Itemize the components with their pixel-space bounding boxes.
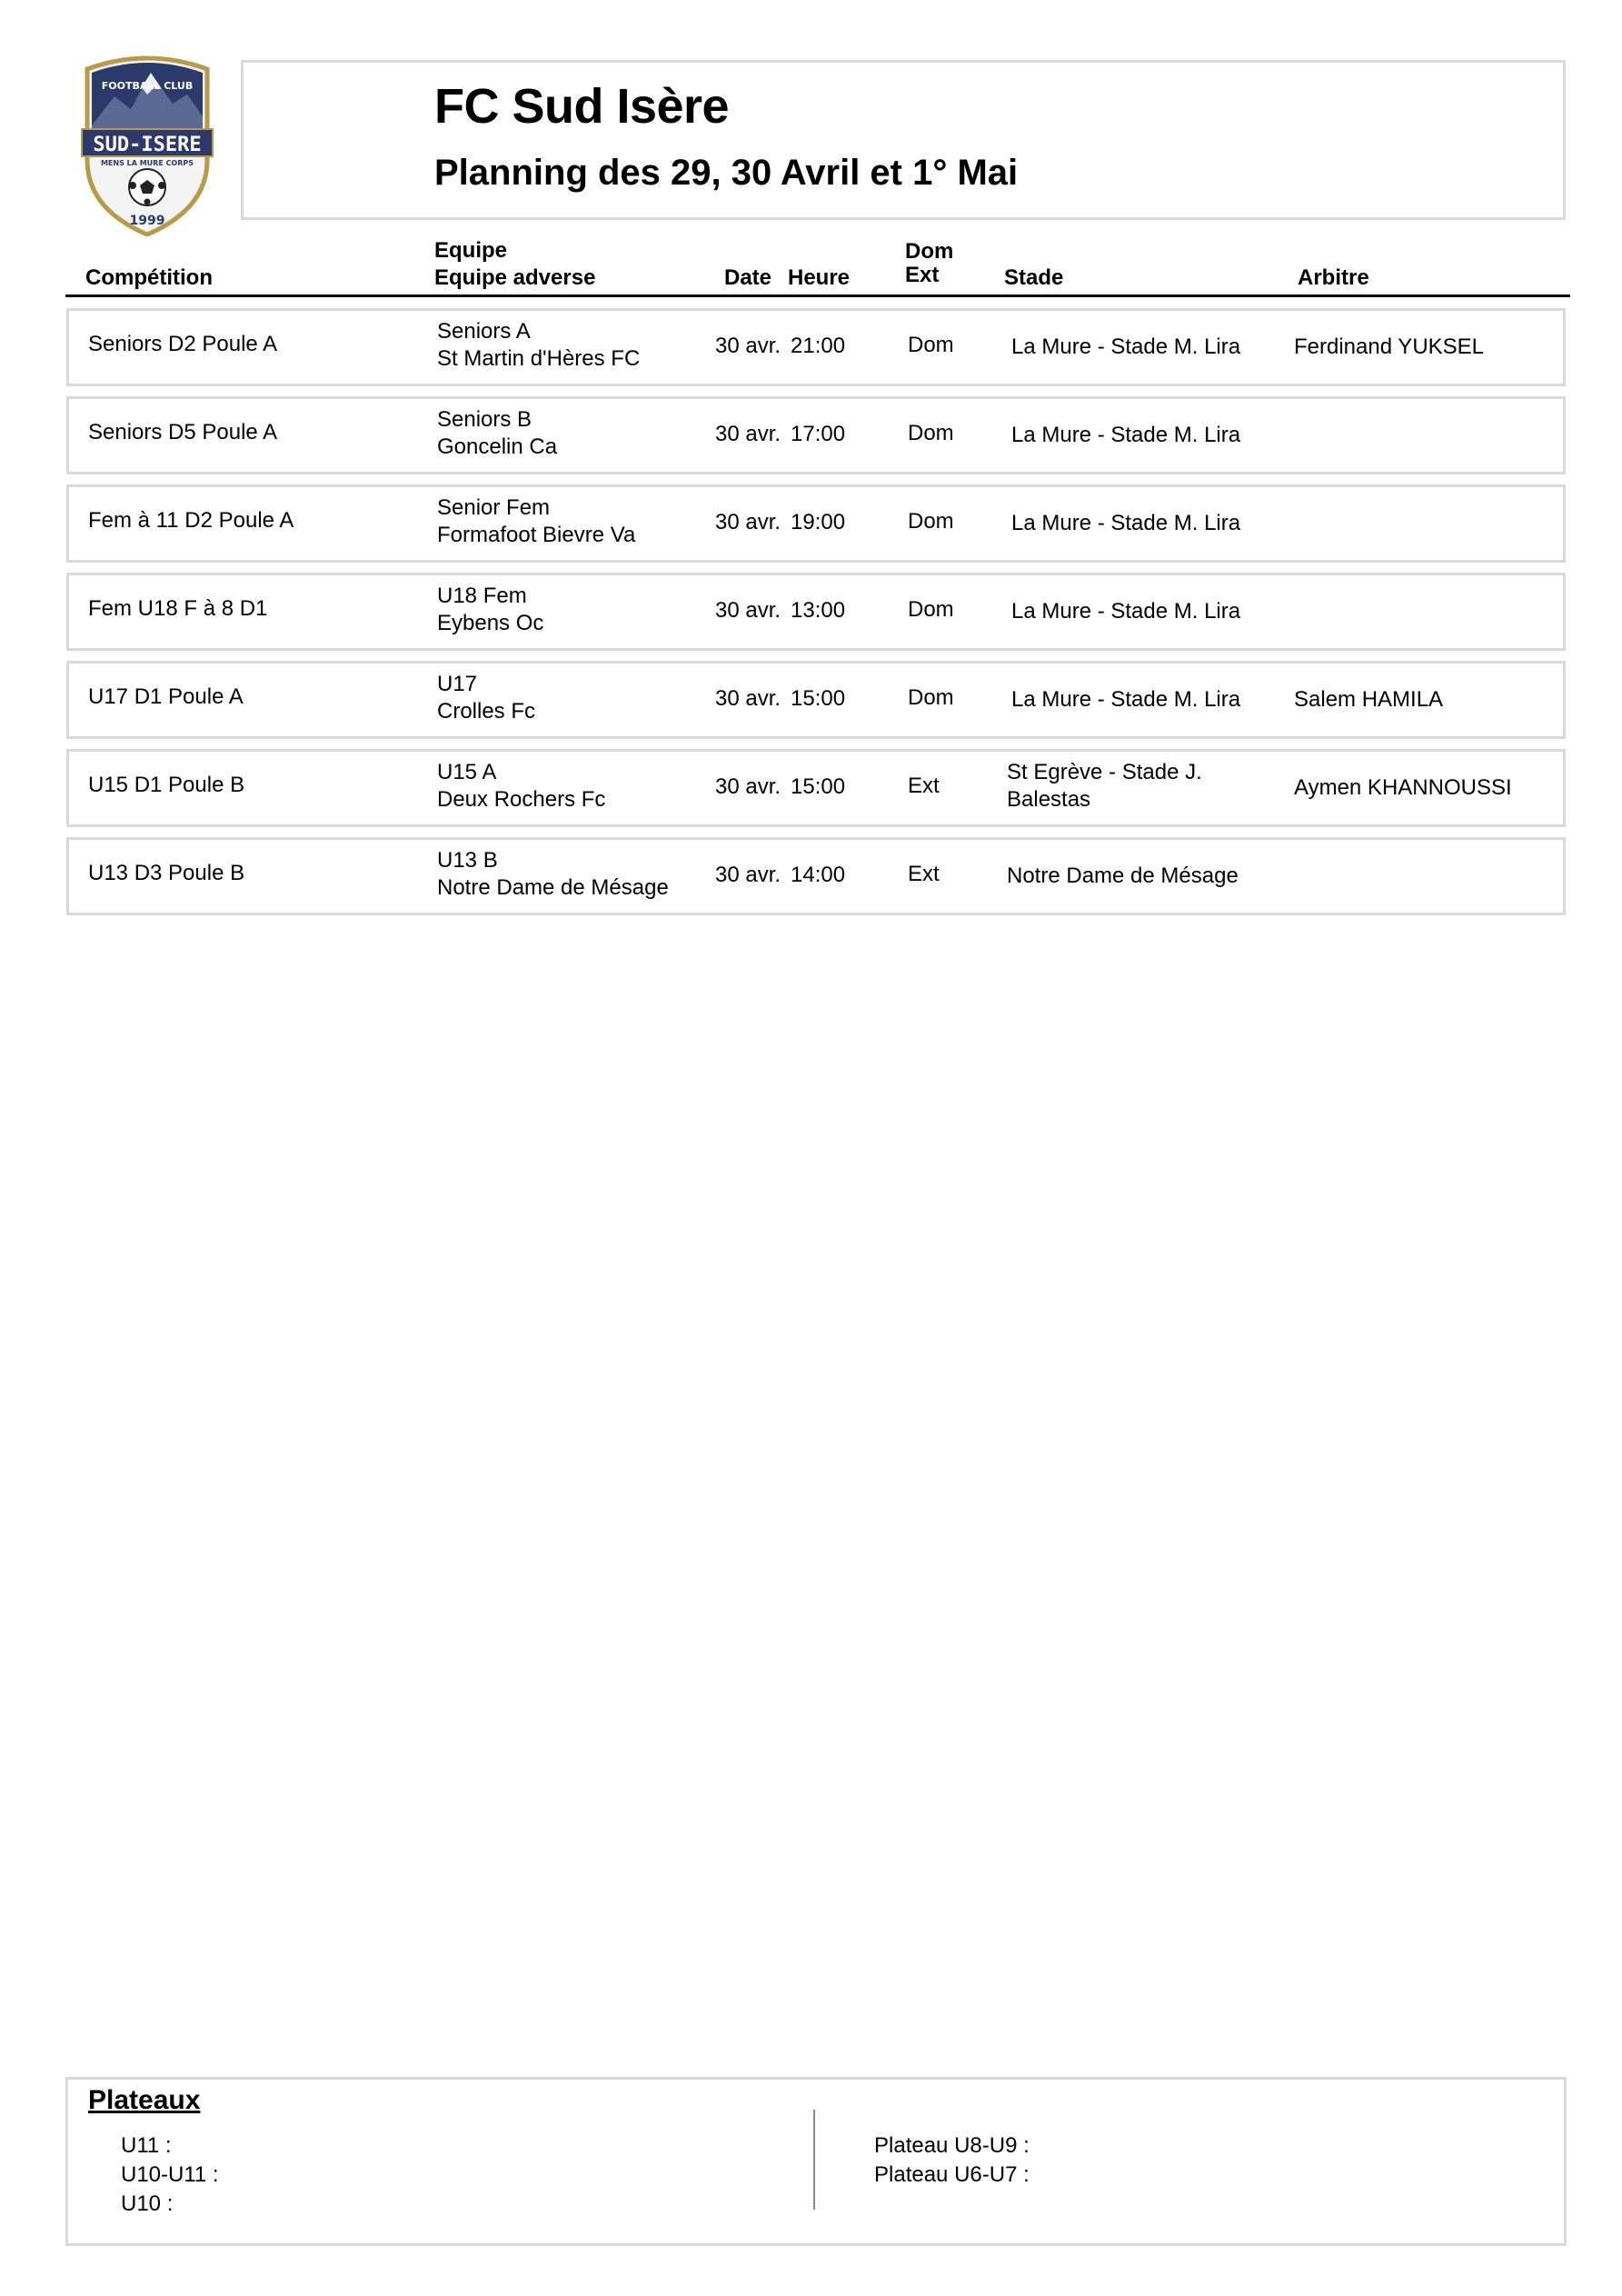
logo-year: 1999 [129,214,165,228]
column-header-arbitre: Arbitre [1298,265,1369,290]
match-row [66,573,1566,651]
match-row [66,749,1566,827]
match-date: 30 avr. [715,334,781,358]
match-stade: La Mure - Stade M. Lira [1011,599,1241,624]
match-adverse: Formafoot Bievre Va [437,523,636,547]
match-row [66,396,1566,474]
match-dom-ext: Ext [908,774,940,798]
column-header-equipe: Equipe [434,238,508,263]
planning-subtitle: Planning des 29, 30 Avril et 1° Mai [434,153,1019,193]
logo-top-text: FOOTBALL CLUB [101,80,194,92]
plateau-u11: U11 : [121,2133,172,2158]
match-row [66,837,1566,915]
match-stade: St Egrève - Stade J. [1007,760,1202,784]
match-dom-ext: Dom [908,333,954,357]
match-competition: Seniors D5 Poule A [88,420,278,444]
match-stade-line2: Balestas [1007,787,1091,812]
column-header-heure: Heure [788,265,851,290]
column-header-dom: Dom [905,239,954,264]
match-dom-ext: Dom [908,685,954,710]
match-competition: Fem U18 F à 8 D1 [88,596,268,621]
match-competition: Seniors D2 Poule A [88,332,278,356]
match-arbitre: Salem HAMILA [1294,687,1444,712]
match-arbitre: Aymen KHANNOUSSI [1294,775,1512,800]
match-date: 30 avr. [715,774,781,799]
match-stade: La Mure - Stade M. Lira [1011,687,1241,712]
match-adverse: Deux Rochers Fc [437,787,606,812]
match-adverse: St Martin d'Hères FC [437,346,641,371]
column-header-stade: Stade [1004,265,1064,290]
match-equipe: U15 A [437,760,497,784]
plateaux-title: Plateaux [88,2085,201,2115]
match-equipe: Senior Fem [437,495,551,520]
match-competition: U13 D3 Poule B [88,861,245,885]
match-competition: Fem à 11 D2 Poule A [88,508,294,533]
match-row [66,308,1566,386]
match-heure: 17:00 [791,422,846,446]
match-equipe: U13 B [437,848,498,873]
page-title: FC Sud Isère [434,79,730,134]
match-stade: La Mure - Stade M. Lira [1011,511,1241,535]
match-dom-ext: Dom [908,509,954,534]
club-logo [78,53,216,236]
match-heure: 15:00 [791,686,846,711]
match-competition: U17 D1 Poule A [88,684,244,709]
plateaux-box [65,2077,1567,2246]
column-header-ext: Ext [905,263,940,287]
match-date: 30 avr. [715,598,781,623]
match-adverse: Goncelin Ca [437,434,558,459]
match-dom-ext: Dom [908,421,954,445]
match-heure: 21:00 [791,334,846,358]
match-row [66,484,1566,563]
plateau-u10-u11: U10-U11 : [121,2162,219,2187]
plateau-u6-u7: Plateau U6-U7 : [874,2162,1030,2187]
match-equipe: U17 [437,672,478,696]
match-date: 30 avr. [715,863,781,887]
match-date: 30 avr. [715,422,781,446]
plateau-u8-u9: Plateau U8-U9 : [874,2133,1030,2158]
match-equipe: U18 Fem [437,584,527,608]
match-adverse: Crolles Fc [437,699,536,724]
match-heure: 13:00 [791,598,846,623]
match-dom-ext: Ext [908,862,940,886]
column-header-equipe-adverse: Equipe adverse [434,265,596,290]
match-arbitre: Ferdinand YUKSEL [1294,334,1485,359]
logo-banner-text: SUD-ISERE [93,134,202,156]
match-stade: Notre Dame de Mésage [1007,863,1239,888]
column-header-competition: Compétition [85,265,213,290]
match-adverse: Eybens Oc [437,611,544,635]
match-stade: La Mure - Stade M. Lira [1011,334,1241,359]
match-date: 30 avr. [715,686,781,711]
match-equipe: Seniors A [437,319,531,344]
plateau-u10: U10 : [121,2191,174,2216]
column-header-date: Date [724,265,772,290]
match-row [66,661,1566,739]
match-date: 30 avr. [715,510,781,534]
header-divider [65,294,1570,297]
match-stade: La Mure - Stade M. Lira [1011,423,1241,447]
match-dom-ext: Dom [908,597,954,622]
match-heure: 14:00 [791,863,846,887]
match-competition: U15 D1 Poule B [88,773,245,797]
match-adverse: Notre Dame de Mésage [437,875,669,900]
match-heure: 19:00 [791,510,846,534]
match-equipe: Seniors B [437,407,532,432]
plateaux-divider [813,2110,815,2210]
match-heure: 15:00 [791,774,846,799]
logo-sub-text: MENS LA MURE CORPS [100,159,194,167]
